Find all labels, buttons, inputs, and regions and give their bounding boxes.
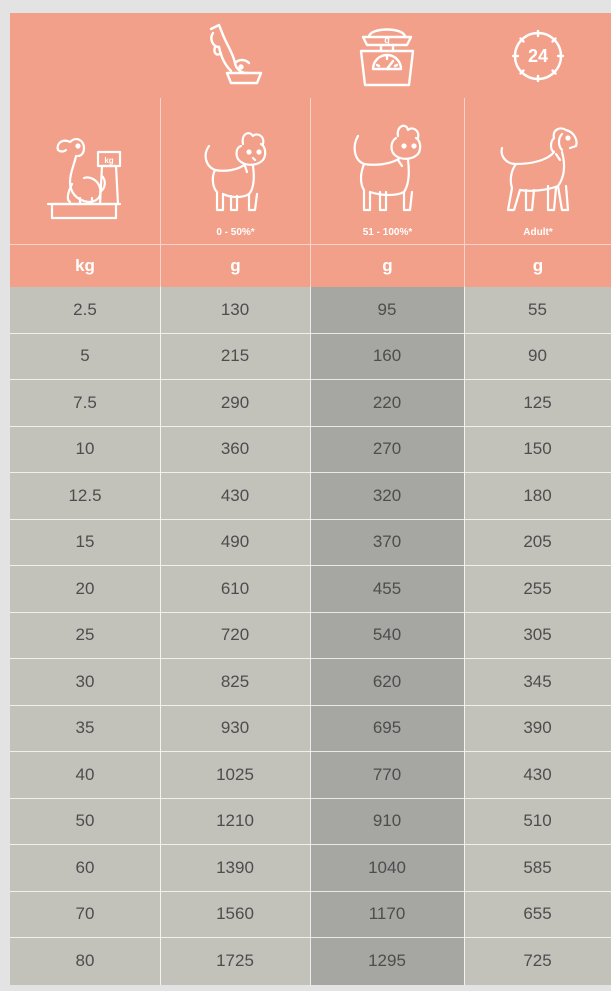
food-amount-cell: 360 — [220, 439, 250, 459]
unit-cell — [10, 245, 160, 287]
column-header-adult — [464, 98, 611, 244]
scale-unit-text: g — [384, 34, 390, 45]
food-amount-cell: 55 — [528, 299, 547, 319]
unit-label: g — [532, 256, 544, 275]
food-amount-cell: 130 — [220, 299, 250, 319]
dog-on-scale-icon — [40, 122, 130, 222]
dog-weight-cell: 70 — [75, 904, 95, 924]
table-body — [10, 287, 611, 985]
food-amount-cell: 930 — [220, 718, 250, 738]
dog-weight-cell: 12.5 — [68, 485, 102, 505]
food-amount-cell: 490 — [220, 532, 250, 552]
column-caption: Adult* — [523, 227, 553, 238]
food-amount-cell: 1025 — [216, 764, 254, 784]
food-amount-cell: 455 — [372, 578, 402, 598]
food-amount-cell: 1040 — [368, 857, 406, 877]
dog-weight-cell: 5 — [80, 346, 90, 366]
small-puppy-icon — [191, 126, 281, 222]
unit-label: kg — [75, 256, 95, 275]
unit-cell — [464, 245, 611, 287]
column-divider — [310, 287, 311, 985]
food-amount-cell: 620 — [372, 671, 402, 691]
dog-weight-cell: 50 — [75, 811, 95, 831]
dog-weight-cell: 30 — [75, 671, 95, 691]
food-amount-cell: 1560 — [216, 904, 254, 924]
adult-dog-icon — [492, 122, 584, 222]
column-header-weight — [10, 98, 160, 244]
food-amount-cell: 180 — [523, 485, 552, 505]
food-amount-cell: 205 — [523, 532, 552, 552]
food-amount-cell: 540 — [372, 625, 402, 645]
food-amount-cell: 345 — [523, 671, 552, 691]
food-amount-cell: 510 — [523, 811, 552, 831]
unit-label: g — [382, 256, 393, 275]
food-amount-cell: 215 — [220, 346, 250, 366]
food-amount-cell: 290 — [220, 392, 250, 412]
food-amount-cell: 770 — [372, 764, 402, 784]
dog-weight-cell: 40 — [75, 764, 95, 784]
dog-weight-cell: 25 — [75, 625, 95, 645]
food-amount-cell: 320 — [372, 485, 402, 505]
older-puppy-icon — [342, 122, 434, 222]
food-amount-cell: 370 — [372, 532, 402, 552]
column-caption: 51 - 100%* — [362, 227, 413, 238]
food-amount-cell: 430 — [220, 485, 250, 505]
column-header-puppy-51-100 — [310, 98, 464, 244]
clock-hours-text: 24 — [527, 45, 548, 66]
unit-cell — [310, 245, 464, 287]
food-amount-cell: 220 — [372, 392, 402, 412]
food-amount-cell: 150 — [523, 439, 552, 459]
24-hour-clock-icon — [464, 13, 611, 98]
food-amount-cell: 1210 — [216, 811, 254, 831]
food-amount-cell: 1725 — [216, 951, 254, 971]
svg-text:kg: kg — [104, 156, 114, 165]
dog-eating-from-bowl-icon — [160, 13, 310, 98]
food-amount-cell: 95 — [377, 299, 397, 319]
dog-weight-cell: 7.5 — [73, 392, 97, 412]
food-amount-cell: 910 — [372, 811, 402, 831]
food-amount-cell: 255 — [523, 578, 552, 598]
food-amount-cell: 270 — [372, 439, 402, 459]
food-amount-cell: 720 — [220, 625, 250, 645]
dog-weight-cell: 10 — [75, 439, 95, 459]
unit-row — [10, 244, 611, 287]
dog-weight-cell: 35 — [75, 718, 95, 738]
header-icon-row — [10, 13, 611, 99]
dog-weight-cell: 60 — [75, 857, 95, 877]
food-amount-cell: 90 — [528, 346, 547, 366]
food-amount-cell: 1390 — [216, 857, 254, 877]
dog-weight-cell: 80 — [75, 951, 95, 971]
feeding-table — [10, 13, 611, 985]
food-amount-cell: 125 — [523, 392, 552, 412]
food-amount-cell: 585 — [523, 857, 552, 877]
food-amount-cell: 695 — [372, 718, 402, 738]
unit-cell — [160, 245, 310, 287]
food-amount-cell: 390 — [523, 718, 552, 738]
dog-weight-cell: 15 — [75, 532, 95, 552]
food-amount-cell: 725 — [523, 951, 552, 971]
column-divider — [464, 287, 465, 985]
food-amount-cell: 160 — [372, 346, 402, 366]
food-amount-cell: 655 — [523, 904, 552, 924]
column-caption: 0 - 50%* — [216, 227, 255, 238]
column-header-puppy-0-50 — [160, 98, 310, 244]
food-amount-cell: 430 — [523, 764, 552, 784]
food-amount-cell: 825 — [220, 671, 250, 691]
unit-label: g — [230, 256, 241, 275]
column-divider — [160, 287, 161, 985]
dog-illustrations-row — [10, 98, 611, 244]
dog-weight-cell: 20 — [75, 578, 95, 598]
food-amount-cell: 1295 — [368, 951, 406, 971]
food-amount-cell: 305 — [523, 625, 552, 645]
food-amount-cell: 1170 — [368, 904, 406, 924]
dog-weight-cell: 2.5 — [73, 299, 97, 319]
food-amount-cell: 610 — [220, 578, 250, 598]
food-scale-icon — [310, 13, 464, 98]
